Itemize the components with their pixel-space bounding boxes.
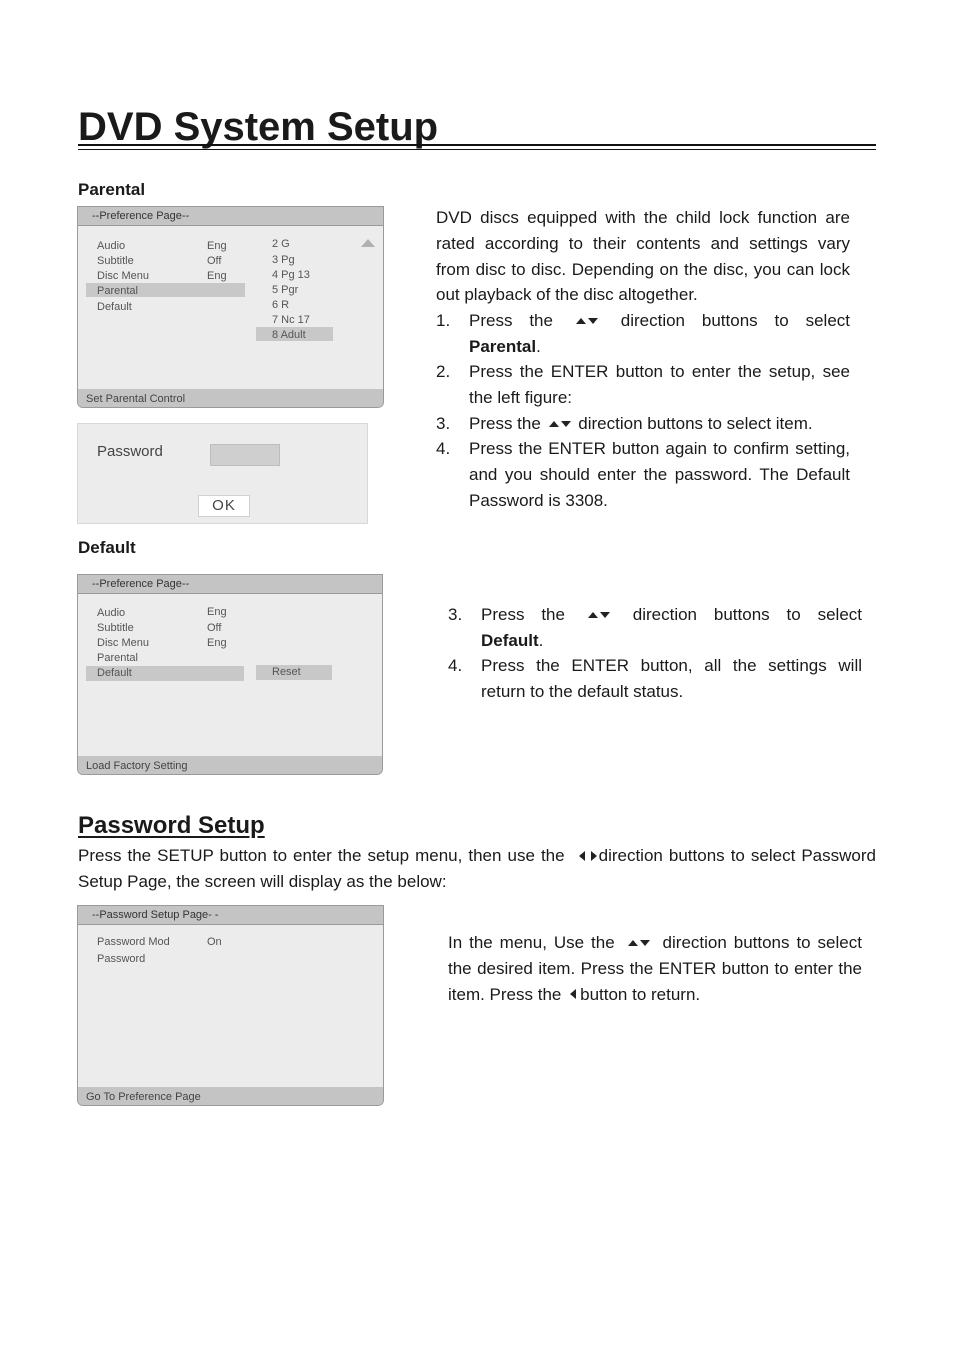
osd-value-password-mode: On <box>207 936 222 948</box>
osd-footer: Load Factory Setting <box>78 756 382 774</box>
list-item <box>436 411 850 437</box>
osd-option-rating[interactable]: 2 G <box>272 238 290 250</box>
osd-option-rating[interactable]: 7 Nc 17 <box>272 314 310 326</box>
osd-option-rating[interactable]: 4 Pg 13 <box>272 269 310 281</box>
desc-text-mid: direction buttons to select the desired item. Press the ENTER button to enter the item. Press the <box>448 933 862 1004</box>
parental-section-label: Parental <box>78 180 146 199</box>
list-text: Press the ENTER button again to confirm setting, and you should enter the password. The Default Password is 3308. <box>469 439 850 510</box>
list-text: Press the ENTER button, all the settings will return to the default status. <box>481 656 862 701</box>
osd-value-subtitle: Off <box>207 622 222 634</box>
list-text-post: direction buttons to select <box>620 311 850 330</box>
default-osd-screen <box>77 574 383 775</box>
osd-item-disc-menu[interactable]: Disc Menu <box>97 637 149 649</box>
list-number: 2. <box>436 362 451 381</box>
parental-osd-screen <box>77 206 384 408</box>
desc-text-post: button to return. <box>580 984 701 1004</box>
down-arrow-icon <box>600 612 610 618</box>
list-text-line2 <box>481 628 862 654</box>
osd-value-audio: Eng <box>207 240 227 252</box>
osd-option-rating-selected[interactable]: 8 Adult <box>272 329 306 341</box>
list-text-line2 <box>469 334 850 360</box>
up-arrow-icon <box>549 421 559 427</box>
intro-text-pre: Press the SETUP button to enter the setup menu, then use the <box>78 846 565 865</box>
password-setup-intro <box>78 843 876 895</box>
password-setup-osd-screen <box>77 905 384 1106</box>
list-text <box>469 308 850 334</box>
password-dialog <box>77 423 368 524</box>
up-arrow-icon <box>628 940 638 946</box>
list-number: 3. <box>436 414 451 433</box>
osd-item-subtitle[interactable]: Subtitle <box>97 255 134 267</box>
up-arrow-icon <box>588 612 598 618</box>
osd-footer: Go To Preference Page <box>78 1087 383 1105</box>
list-item <box>436 359 850 411</box>
intro-text-post: direction buttons to select Password Setup Page, the screen will display as the below: <box>78 846 876 891</box>
osd-item-parental[interactable]: Parental <box>97 652 138 664</box>
list-number: 4. <box>436 439 451 458</box>
list-text: Press the ENTER button to enter the setup, see the left figure: <box>469 362 850 407</box>
list-text-end: . <box>538 630 544 650</box>
desc-text-pre: In the menu, Use the <box>448 933 615 952</box>
osd-value-audio: Eng <box>207 606 227 618</box>
osd-header: --Preference Page-- <box>78 207 383 226</box>
up-arrow-icon <box>576 318 586 324</box>
osd-option-rating[interactable]: 3 Pg <box>272 254 295 266</box>
list-text <box>469 411 850 437</box>
osd-item-audio[interactable]: Audio <box>97 607 126 619</box>
title-rule <box>78 144 876 146</box>
left-arrow-icon <box>570 989 576 999</box>
list-number: 1. <box>436 311 451 330</box>
osd-item-password-mode[interactable]: Password Mod <box>97 936 170 948</box>
list-text-pre: Press the <box>481 605 565 624</box>
scroll-up-icon[interactable] <box>361 239 375 247</box>
parental-description: DVD discs equipped with the child lock function are rated according to their contents and settings vary from disc to disc. Depending on the disc, you can lock out playback of the disc altogether. <box>436 208 850 305</box>
osd-item-disc-menu[interactable]: Disc Menu <box>97 270 149 282</box>
osd-item-parental[interactable]: Parental <box>97 285 138 297</box>
list-text-post: direction buttons to select <box>632 605 862 624</box>
down-arrow-icon <box>588 318 598 324</box>
list-item <box>448 602 862 654</box>
osd-value-subtitle: Off <box>207 255 222 267</box>
list-text-pre: Press the <box>469 311 553 330</box>
list-text-pre: Press the <box>469 414 541 433</box>
title-rule-thin <box>78 149 876 150</box>
password-input[interactable] <box>210 444 280 466</box>
osd-option-reset[interactable]: Reset <box>272 666 301 678</box>
osd-header: --Preference Page-- <box>78 575 382 594</box>
osd-item-default[interactable]: Default <box>97 301 132 313</box>
list-text-post: direction buttons to select item. <box>578 414 813 433</box>
bold-term: Parental <box>469 336 537 356</box>
osd-value-disc-menu: Eng <box>207 270 227 282</box>
osd-option-rating[interactable]: 6 R <box>272 299 290 311</box>
osd-header: --Password Setup Page- - <box>78 906 383 925</box>
list-item <box>436 308 850 360</box>
list-number: 3. <box>448 605 463 624</box>
bold-term: Default <box>481 630 539 650</box>
osd-value-disc-menu: Eng <box>207 637 227 649</box>
password-setup-heading: Password Setup <box>78 812 265 839</box>
password-setup-description <box>448 930 862 1007</box>
list-item <box>436 436 850 514</box>
default-section-label: Default <box>78 538 136 557</box>
ok-button[interactable]: OK <box>198 495 250 517</box>
list-number: 4. <box>448 656 463 675</box>
osd-item-subtitle[interactable]: Subtitle <box>97 622 134 634</box>
osd-item-default[interactable]: Default <box>97 667 132 679</box>
left-arrow-icon <box>579 851 585 861</box>
osd-item-audio[interactable]: Audio <box>97 240 126 252</box>
list-item <box>448 653 862 705</box>
osd-footer: Set Parental Control <box>78 389 383 407</box>
down-arrow-icon <box>640 940 650 946</box>
list-text <box>481 602 862 628</box>
password-label: Password <box>97 443 163 460</box>
down-arrow-icon <box>561 421 571 427</box>
osd-option-rating[interactable]: 5 Pgr <box>272 284 299 296</box>
right-arrow-icon <box>591 851 597 861</box>
osd-item-password[interactable]: Password <box>97 953 146 965</box>
page-title: DVD System Setup <box>78 105 439 149</box>
list-text-end: . <box>536 336 541 356</box>
